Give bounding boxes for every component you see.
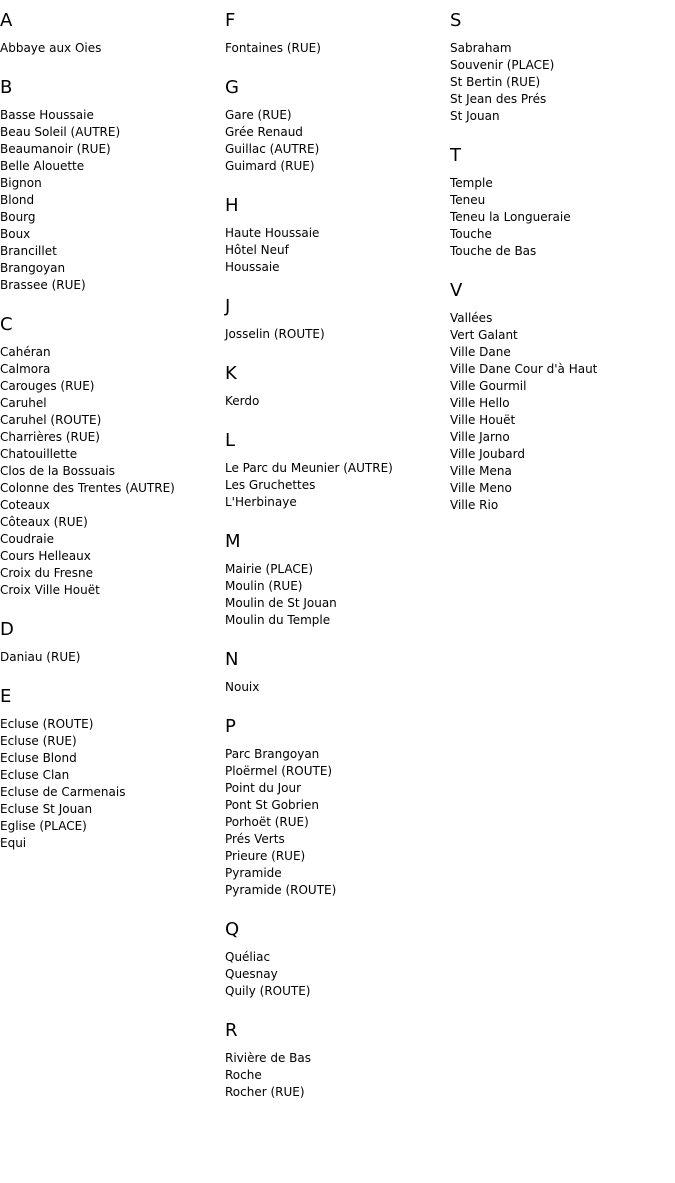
letter-heading: L xyxy=(225,430,236,451)
street-link[interactable]: Bignon xyxy=(0,176,42,190)
street-link[interactable]: Ecluse St Jouan xyxy=(0,802,93,816)
letter-section xyxy=(225,716,450,899)
letter-heading: N xyxy=(225,649,239,670)
letter-section xyxy=(225,919,450,1000)
letter-section xyxy=(450,10,675,125)
street-link[interactable]: Ville Dane xyxy=(450,345,511,359)
letter-section xyxy=(0,619,225,666)
letter-heading: C xyxy=(0,314,13,335)
letter-section xyxy=(0,314,225,599)
street-link[interactable]: Les Gruchettes xyxy=(225,478,316,492)
street-link[interactable]: Point du Jour xyxy=(225,781,302,795)
street-link[interactable]: Prés Verts xyxy=(225,832,285,846)
street-link[interactable]: Ville Mena xyxy=(450,464,512,478)
street-link[interactable]: Pyramide (ROUTE) xyxy=(225,883,337,897)
street-link[interactable]: Côteaux (RUE) xyxy=(0,515,88,529)
street-link[interactable]: Pont St Gobrien xyxy=(225,798,319,812)
letter-heading: R xyxy=(225,1020,238,1041)
letter-section xyxy=(225,1020,450,1101)
street-link[interactable]: Sabraham xyxy=(450,41,512,55)
letter-heading: D xyxy=(0,619,14,640)
street-link[interactable]: Kerdo xyxy=(225,394,260,408)
street-link[interactable]: Quesnay xyxy=(225,967,278,981)
street-link[interactable]: Ecluse de Carmenais xyxy=(0,785,126,799)
street-link[interactable]: Beau Soleil (AUTRE) xyxy=(0,125,121,139)
street-link[interactable]: Ville Dane Cour d'à Haut xyxy=(450,362,598,376)
letter-section xyxy=(0,10,225,57)
letter-heading: Q xyxy=(225,919,240,940)
letter-section xyxy=(225,430,450,511)
street-link[interactable]: Ville Meno xyxy=(450,481,512,495)
street-link[interactable]: Roche xyxy=(225,1068,262,1082)
street-link[interactable]: Boux xyxy=(0,227,31,241)
letter-heading: K xyxy=(225,363,237,384)
street-link[interactable]: Mairie (PLACE) xyxy=(225,562,314,576)
letter-section xyxy=(225,195,450,276)
street-link[interactable]: Beaumanoir (RUE) xyxy=(0,142,111,156)
street-link[interactable]: Haute Houssaie xyxy=(225,226,320,240)
street-link[interactable]: Brangoyan xyxy=(0,261,66,275)
street-link[interactable]: Houssaie xyxy=(225,260,280,274)
letter-section xyxy=(225,10,450,57)
street-link[interactable]: Quéliac xyxy=(225,950,271,964)
letter-section xyxy=(225,531,450,629)
street-link[interactable]: Le Parc du Meunier (AUTRE) xyxy=(225,461,393,475)
street-link[interactable]: Ploërmel (ROUTE) xyxy=(225,764,333,778)
street-link[interactable]: Rivière de Bas xyxy=(225,1051,312,1065)
letter-heading: V xyxy=(450,280,463,301)
street-link[interactable]: Touche xyxy=(450,227,492,241)
street-link[interactable]: Gare (RUE) xyxy=(225,108,292,122)
street-link[interactable]: Colonne des Trentes (AUTRE) xyxy=(0,481,175,495)
street-link[interactable]: Josselin (ROUTE) xyxy=(225,327,325,341)
street-link[interactable]: Teneu la Longueraie xyxy=(450,210,571,224)
street-link[interactable]: Ville Jarno xyxy=(450,430,510,444)
letter-heading: B xyxy=(0,77,13,98)
letter-heading: T xyxy=(450,145,461,166)
street-link[interactable]: Ville Houët xyxy=(450,413,516,427)
street-link[interactable]: Prieure (RUE) xyxy=(225,849,306,863)
street-link[interactable]: Guillac (AUTRE) xyxy=(225,142,320,156)
street-link[interactable]: Teneu xyxy=(450,193,486,207)
street-link[interactable]: Charrières (RUE) xyxy=(0,430,100,444)
letter-heading: M xyxy=(225,531,241,552)
street-link[interactable]: Clos de la Bossuais xyxy=(0,464,116,478)
letter-section xyxy=(450,280,675,514)
street-link[interactable]: Abbaye aux Oies xyxy=(0,41,102,55)
letter-heading: H xyxy=(225,195,239,216)
street-link[interactable]: Touche de Bas xyxy=(450,244,537,258)
street-link[interactable]: Ecluse (ROUTE) xyxy=(0,717,94,731)
letter-section xyxy=(225,77,450,175)
letter-heading: F xyxy=(225,10,236,31)
letter-section xyxy=(0,77,225,294)
street-link[interactable]: Chatouillette xyxy=(0,447,78,461)
letter-heading: J xyxy=(225,296,231,317)
letter-section xyxy=(225,363,450,410)
street-link[interactable]: Guimard (RUE) xyxy=(225,159,315,173)
street-link[interactable]: Coteaux xyxy=(0,498,50,512)
street-link[interactable]: St Jean des Prés xyxy=(450,92,547,106)
letter-section xyxy=(225,649,450,696)
street-index-column-3 xyxy=(450,10,675,534)
street-link[interactable]: Moulin du Temple xyxy=(225,613,331,627)
street-link[interactable]: Eglise (PLACE) xyxy=(0,819,87,833)
street-link[interactable]: Daniau (RUE) xyxy=(0,650,81,664)
letter-heading: G xyxy=(225,77,239,98)
street-link[interactable]: Carouges (RUE) xyxy=(0,379,95,393)
street-link[interactable]: L'Herbinaye xyxy=(225,495,297,509)
letter-section xyxy=(225,296,450,343)
street-link[interactable]: Porhoët (RUE) xyxy=(225,815,309,829)
street-link[interactable]: Ville Hello xyxy=(450,396,510,410)
street-link[interactable]: Parc Brangoyan xyxy=(225,747,320,761)
street-link[interactable]: Nouix xyxy=(225,680,260,694)
street-link[interactable]: St Bertin (RUE) xyxy=(450,75,541,89)
street-link[interactable]: Hôtel Neuf xyxy=(225,243,289,257)
street-link[interactable]: Pyramide xyxy=(225,866,282,880)
street-link[interactable]: Coudraie xyxy=(0,532,54,546)
street-link[interactable]: Souvenir (PLACE) xyxy=(450,58,555,72)
street-link[interactable]: Calmora xyxy=(0,362,51,376)
letter-heading: E xyxy=(0,686,12,707)
street-link[interactable]: Ville Rio xyxy=(450,498,499,512)
street-link[interactable]: Croix Ville Houët xyxy=(0,583,100,597)
street-link[interactable]: Cours Helleaux xyxy=(0,549,91,563)
street-link[interactable]: Vallées xyxy=(450,311,493,325)
street-link[interactable]: Brancillet xyxy=(0,244,57,258)
letter-section xyxy=(0,686,225,852)
letter-heading: P xyxy=(225,716,236,737)
street-link[interactable]: Fontaines (RUE) xyxy=(225,41,321,55)
street-index-column-1 xyxy=(0,10,225,872)
street-index-column-2 xyxy=(225,10,450,1121)
street-link[interactable]: Moulin de St Jouan xyxy=(225,596,337,610)
street-link[interactable]: Blond xyxy=(0,193,35,207)
letter-heading: S xyxy=(450,10,462,31)
street-link[interactable]: Ecluse (RUE) xyxy=(0,734,77,748)
street-link[interactable]: St Jouan xyxy=(450,109,500,123)
street-link[interactable]: Vert Galant xyxy=(450,328,518,342)
street-link[interactable]: Ecluse Clan xyxy=(0,768,70,782)
street-link[interactable]: Bourg xyxy=(0,210,36,224)
street-link[interactable]: Ville Joubard xyxy=(450,447,525,461)
street-link[interactable]: Grée Renaud xyxy=(225,125,303,139)
street-link[interactable]: Equi xyxy=(0,836,27,850)
street-link[interactable]: Croix du Fresne xyxy=(0,566,93,580)
street-link[interactable]: Quily (ROUTE) xyxy=(225,984,311,998)
street-link[interactable]: Brassee (RUE) xyxy=(0,278,86,292)
street-link[interactable]: Ecluse Blond xyxy=(0,751,77,765)
street-link[interactable]: Caruhel xyxy=(0,396,47,410)
street-link[interactable]: Caruhel (ROUTE) xyxy=(0,413,102,427)
street-link[interactable]: Ville Gourmil xyxy=(450,379,527,393)
street-link[interactable]: Cahéran xyxy=(0,345,51,359)
letter-section xyxy=(450,145,675,260)
street-link[interactable]: Temple xyxy=(450,176,493,190)
street-link[interactable]: Basse Houssaie xyxy=(0,108,94,122)
letter-heading: A xyxy=(0,10,13,31)
street-link[interactable]: Belle Alouette xyxy=(0,159,85,173)
street-link[interactable]: Moulin (RUE) xyxy=(225,579,303,593)
street-link[interactable]: Rocher (RUE) xyxy=(225,1085,305,1099)
